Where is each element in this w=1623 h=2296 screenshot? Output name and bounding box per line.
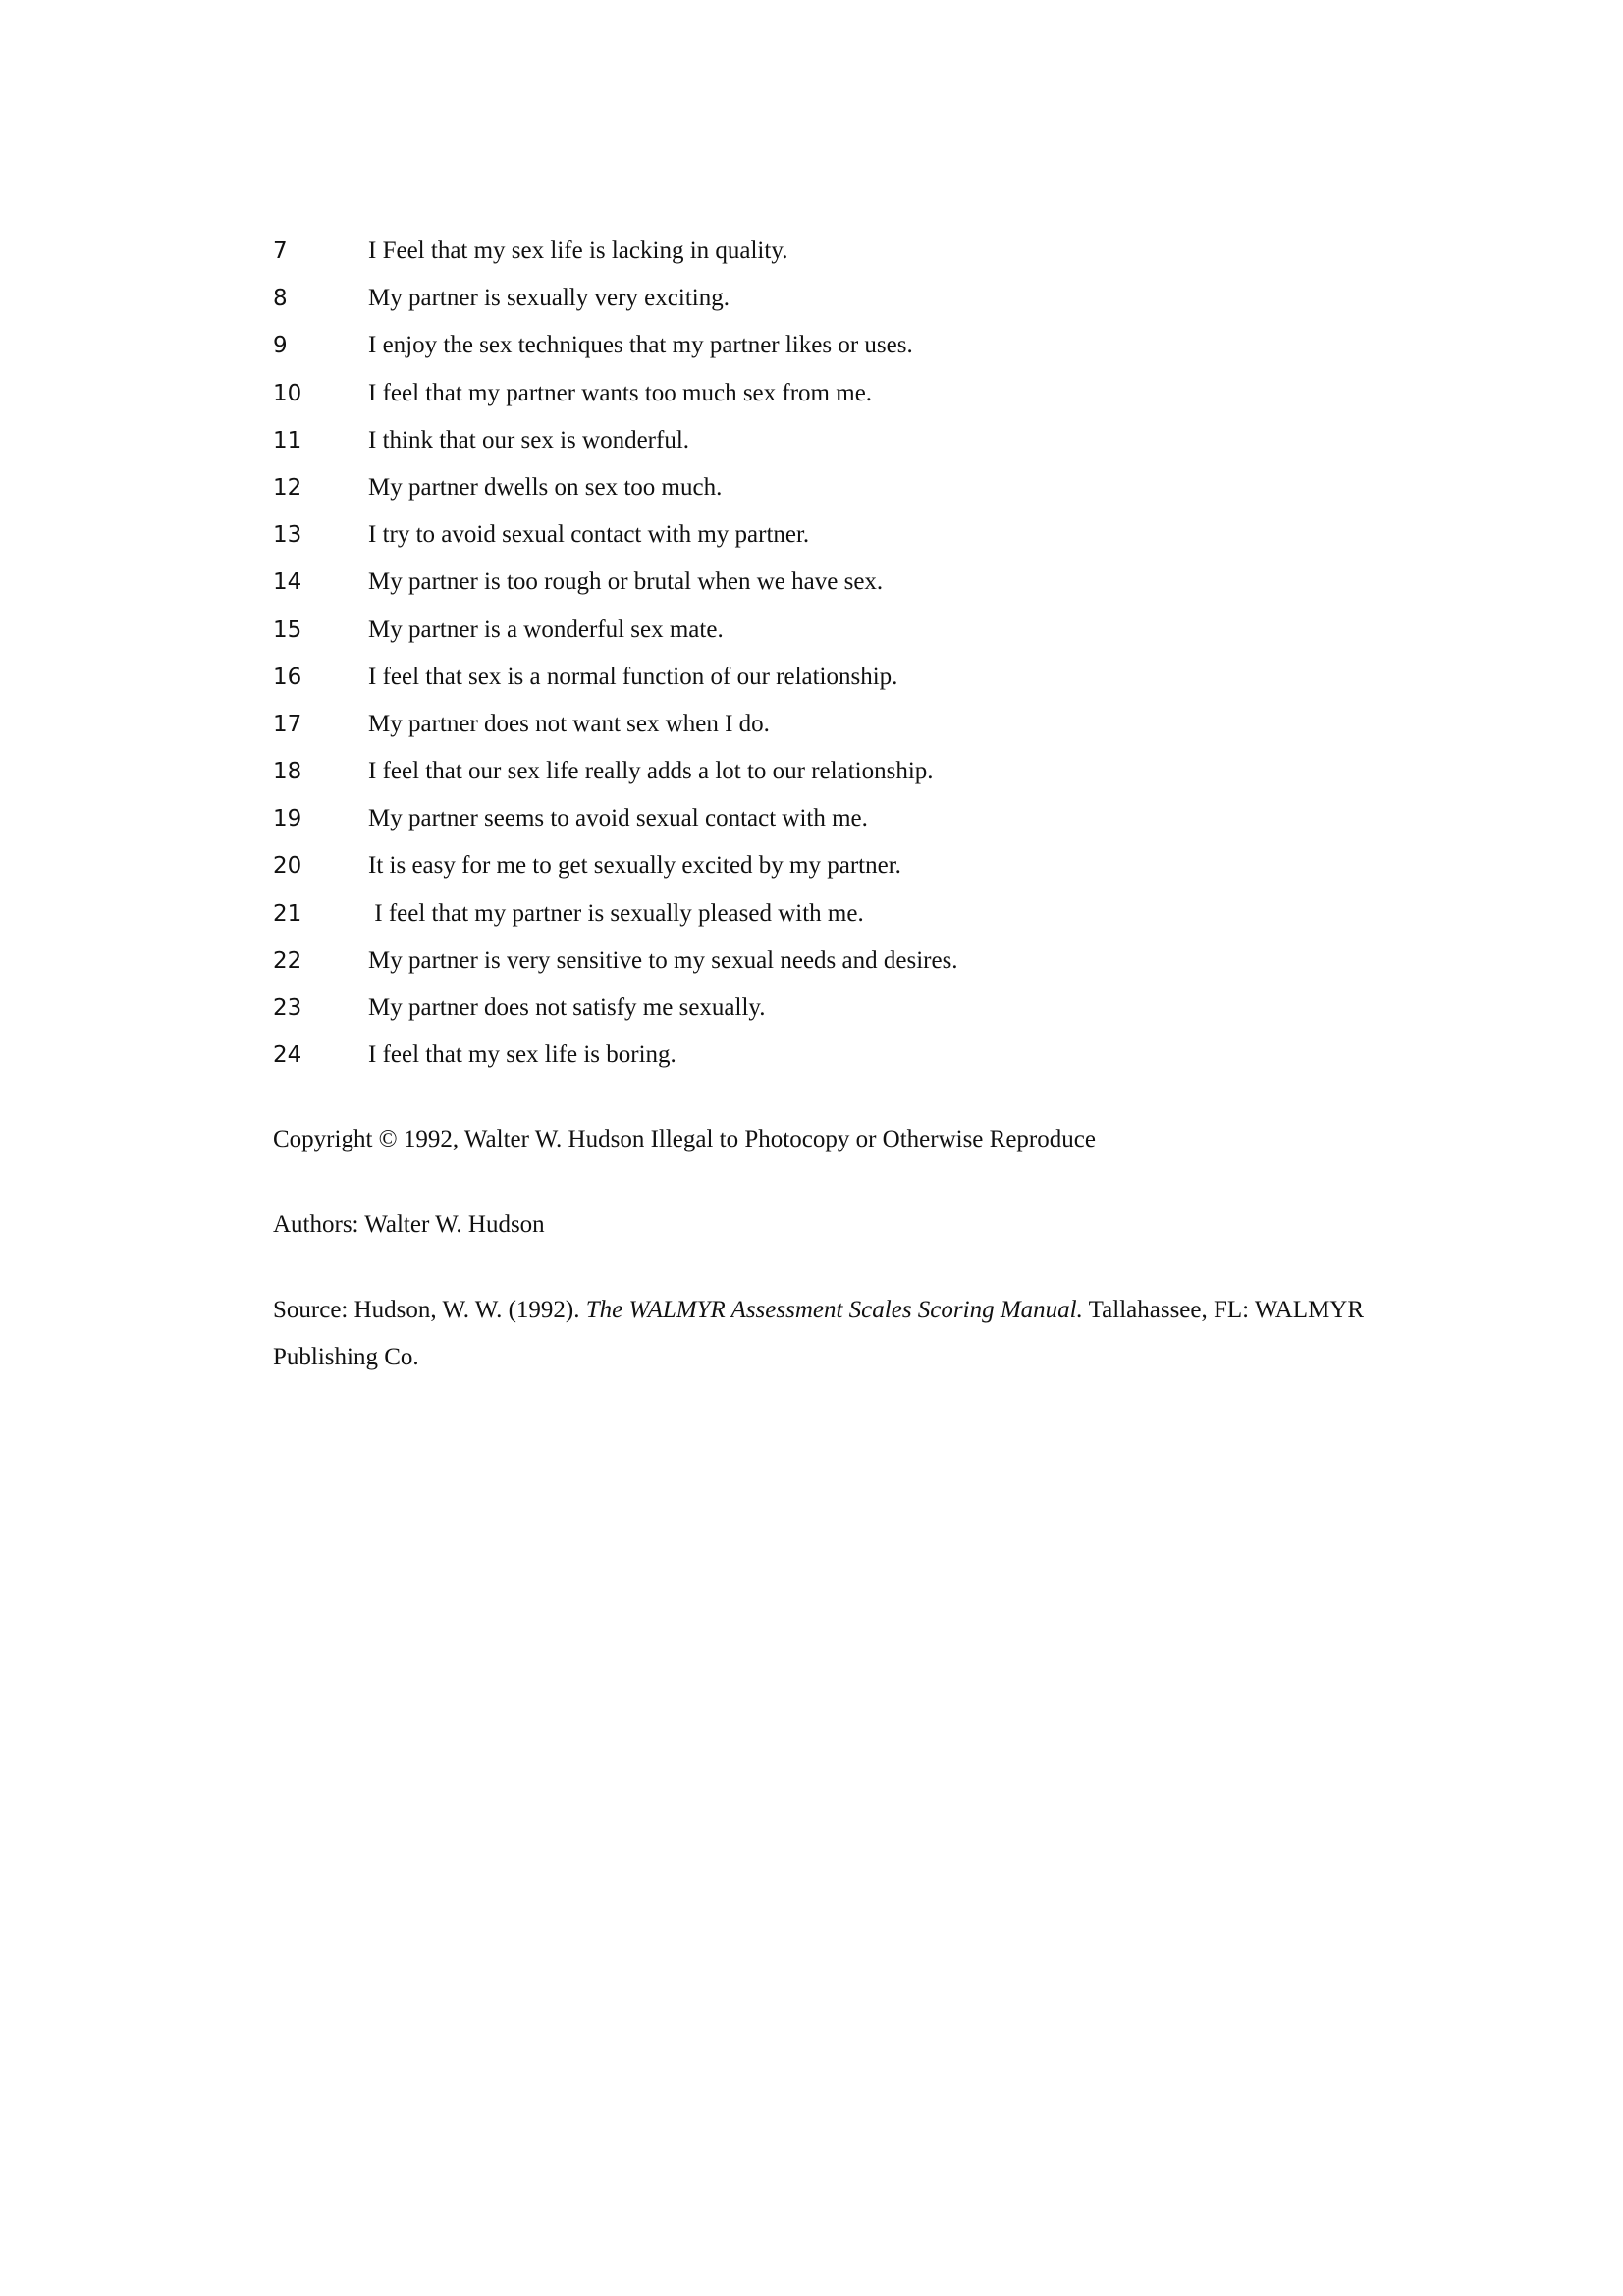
list-item (273, 228, 1451, 275)
list-item (273, 559, 1451, 606)
list-item (273, 511, 1451, 559)
item-number: 13 (273, 522, 302, 549)
item-text: I try to avoid sexual contact with my partner. (368, 521, 810, 549)
item-number: 16 (273, 664, 302, 690)
list-item (273, 795, 1451, 842)
list-item (273, 890, 1451, 937)
item-number: 17 (273, 711, 302, 737)
item-text: I think that our sex is wonderful. (368, 426, 690, 454)
list-item (273, 654, 1451, 701)
item-text: I Feel that my sex life is lacking in quality. (368, 238, 788, 264)
item-text: I feel that my partner wants too much sex from me. (368, 379, 873, 406)
item-text: My partner dwells on sex too much. (368, 473, 723, 501)
item-text: My partner does not want sex when I do. (368, 710, 770, 737)
item-number: 23 (273, 995, 302, 1021)
list-item (273, 937, 1451, 985)
item-text: I feel that my partner is sexually pleased with me. (368, 899, 864, 927)
item-number: 14 (273, 569, 302, 596)
list-item (273, 1032, 1451, 1079)
item-text: My partner is very sensitive to my sexual needs and desires. (368, 946, 958, 974)
source-prefix: Source: Hudson, W. W. (1992). (273, 1297, 586, 1323)
list-item (273, 842, 1451, 889)
item-number: 18 (273, 759, 302, 785)
list-item (273, 322, 1451, 369)
item-text: My partner seems to avoid sexual contact with me. (368, 805, 868, 832)
item-number: 22 (273, 947, 302, 974)
list-item (273, 370, 1451, 417)
item-text: My partner is a wonderful sex mate. (368, 615, 724, 643)
item-text: My partner is too rough or brutal when we have sex. (368, 568, 884, 596)
item-text: My partner does not satisfy me sexually. (368, 994, 766, 1021)
item-number: 21 (273, 900, 302, 927)
item-text: My partner is sexually very exciting. (368, 285, 730, 312)
list-item (273, 985, 1451, 1032)
item-number: 12 (273, 474, 302, 501)
item-list (273, 228, 1451, 1079)
item-text: It is easy for me to get sexually excited by my partner. (368, 852, 901, 880)
source-title: The WALMYR Assessment Scales Scoring Manual. (585, 1297, 1083, 1323)
item-number: 11 (273, 427, 302, 454)
item-number: 9 (273, 333, 288, 359)
item-text: I feel that our sex life really adds a lot to our relationship. (368, 758, 934, 785)
source-suffix: Tallahassee, FL: WALMYR Publishing Co. (273, 1297, 1365, 1370)
item-number: 19 (273, 806, 302, 832)
item-number: 24 (273, 1042, 302, 1069)
item-number: 10 (273, 380, 302, 406)
item-number: 7 (273, 239, 288, 264)
item-number: 8 (273, 286, 288, 312)
item-text: I feel that sex is a normal function of our relationship. (368, 663, 898, 690)
source-citation (273, 1287, 1382, 1381)
list-item (273, 748, 1451, 795)
item-text: I enjoy the sex techniques that my partner likes or uses. (368, 332, 913, 359)
copyright-notice: Copyright © 1992, Walter W. Hudson Illegal to Photocopy or Otherwise Reproduce (273, 1126, 1096, 1152)
list-item (273, 701, 1451, 748)
authors-line: Authors: Walter W. Hudson (273, 1211, 545, 1238)
item-number: 15 (273, 616, 302, 643)
item-text: I feel that my sex life is boring. (368, 1041, 676, 1069)
list-item (273, 275, 1451, 322)
item-number: 20 (273, 853, 302, 880)
list-item (273, 417, 1451, 464)
list-item (273, 607, 1451, 654)
list-item (273, 464, 1451, 511)
